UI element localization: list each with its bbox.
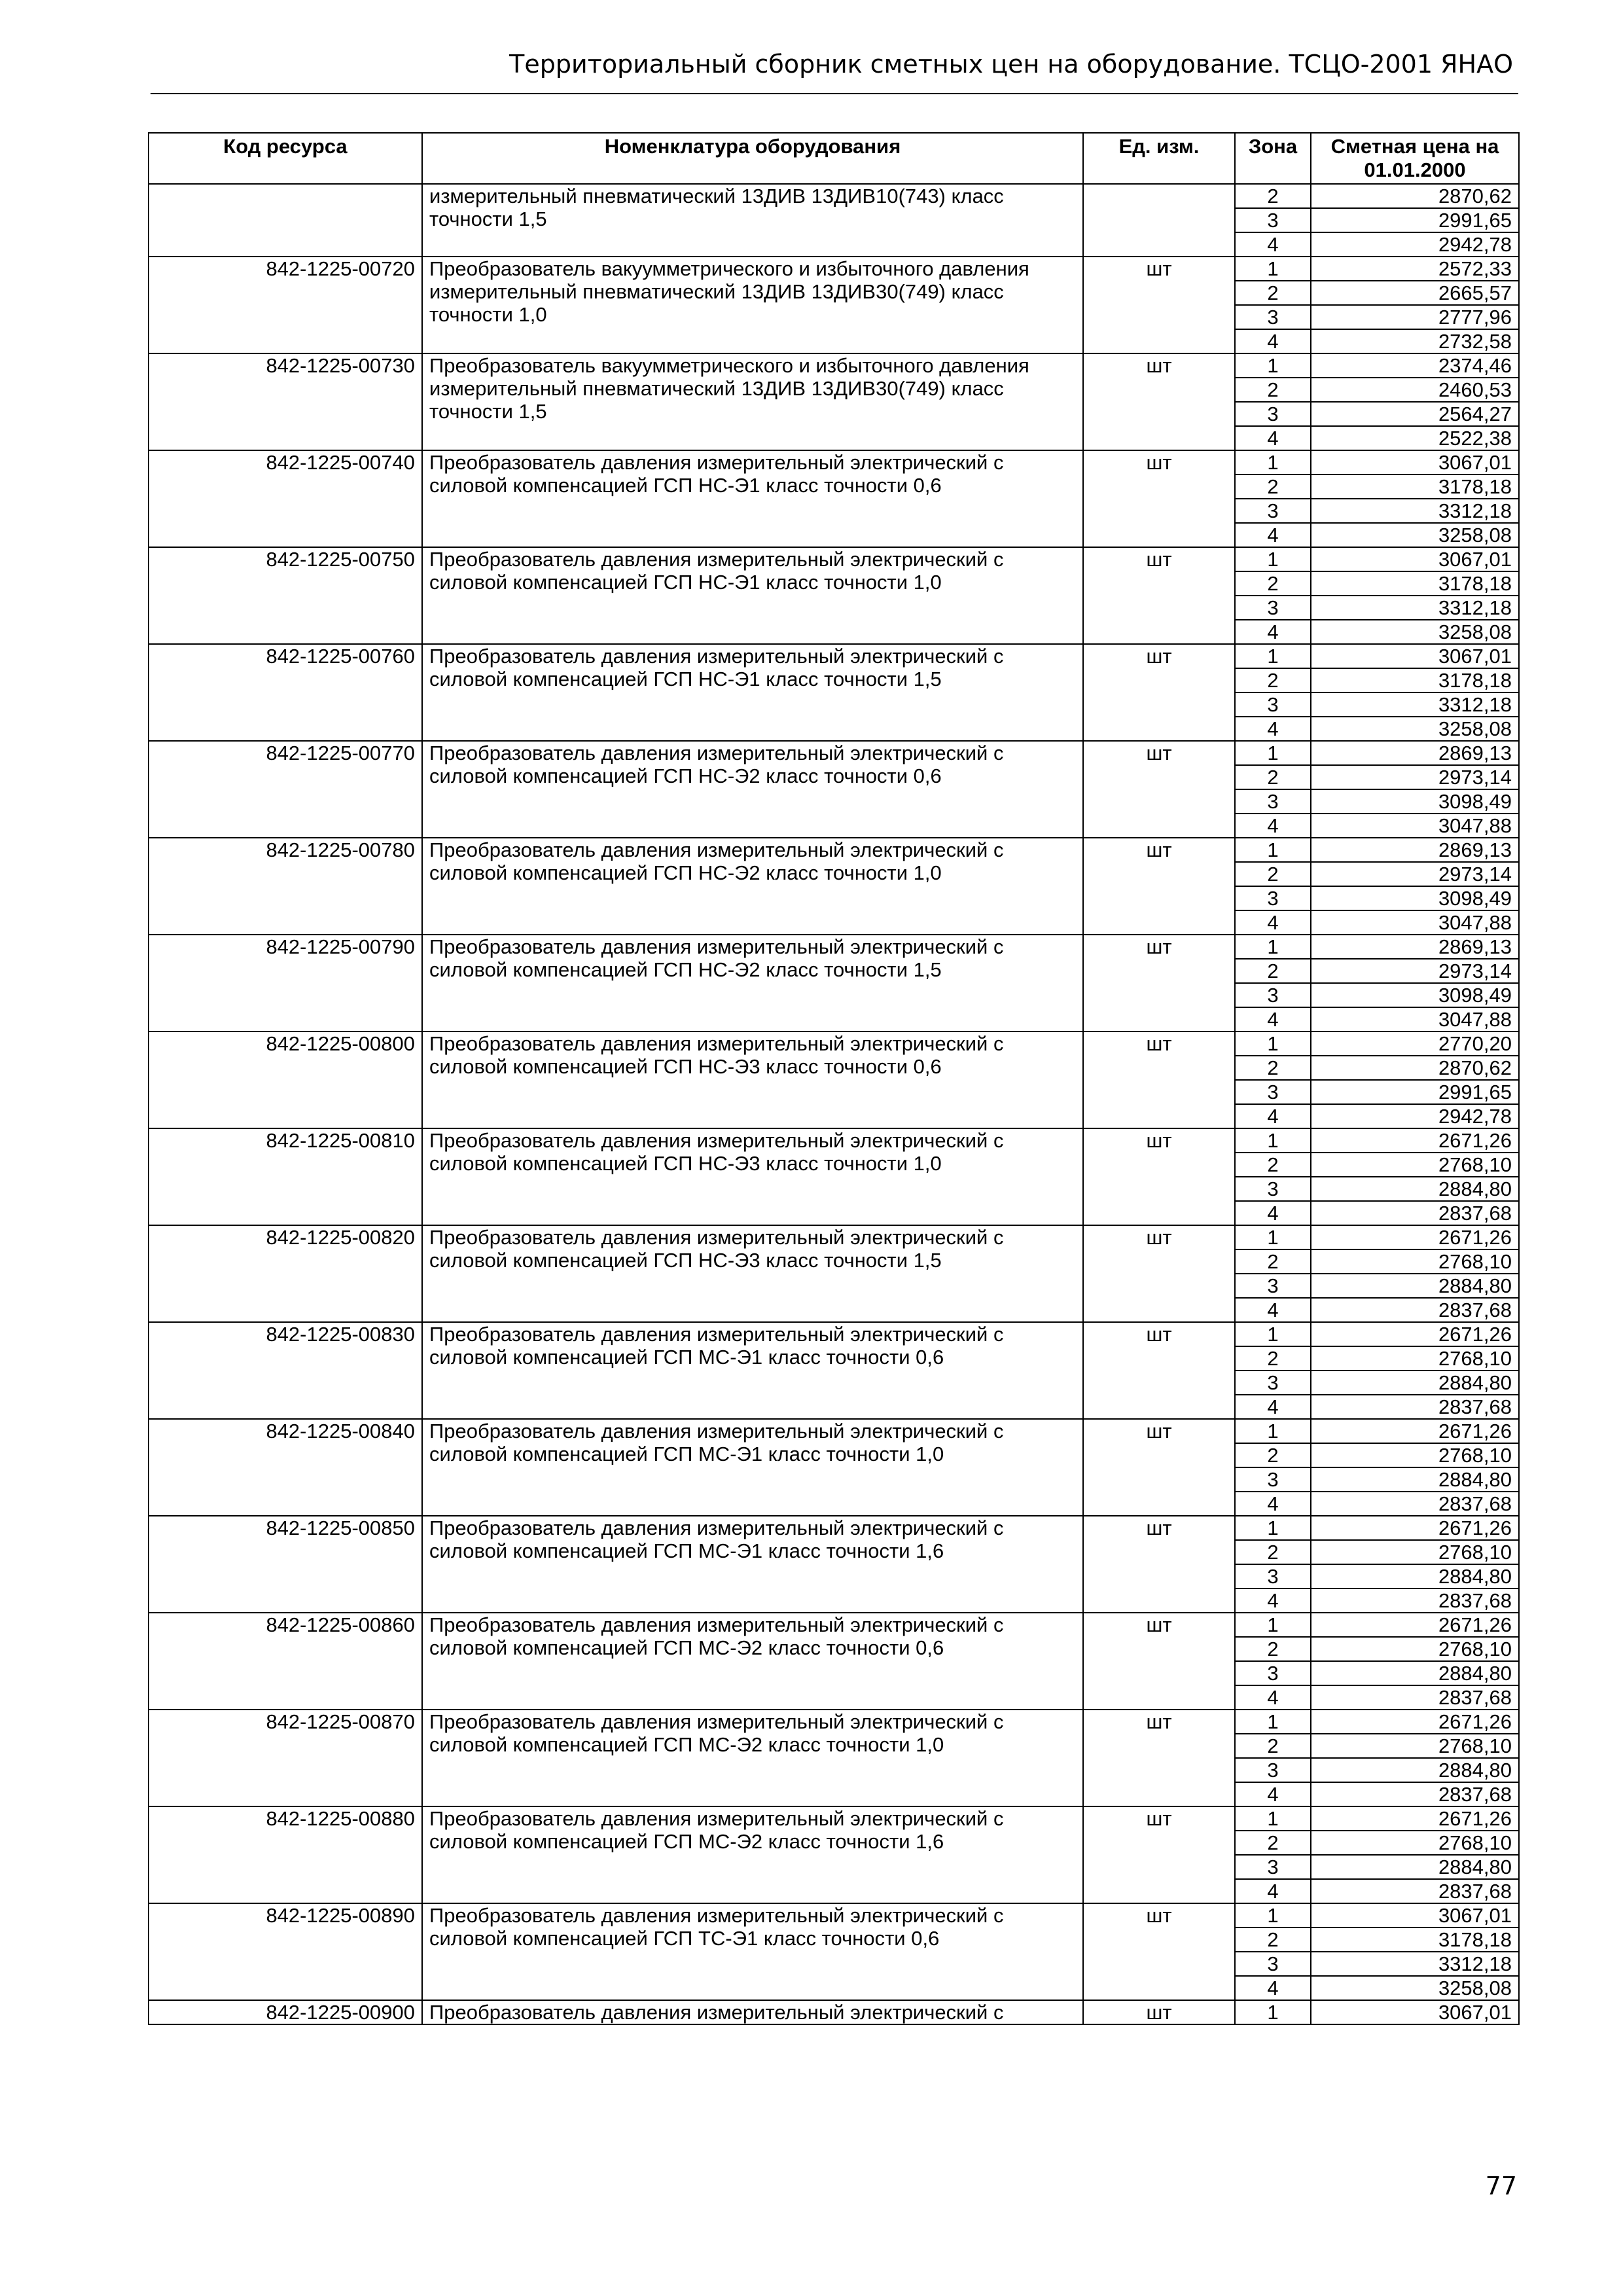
price-cell: 2973,14 [1311,959,1519,983]
zone-cell: 1 [1235,838,1311,862]
price-cell: 2460,53 [1311,378,1519,402]
table-row [149,184,1519,208]
price-cell: 2768,10 [1311,1249,1519,1274]
price-cell: 3312,18 [1311,692,1519,717]
zone-cell: 1 [1235,547,1311,571]
unit-cell [1083,184,1235,257]
unit-cell: шт [1083,1710,1235,1806]
resource-code-cell: 842-1225-00760 [149,644,422,741]
zone-cell: 2 [1235,668,1311,692]
zone-cell: 3 [1235,1371,1311,1395]
price-cell: 3258,08 [1311,1976,1519,2000]
zone-cell: 4 [1235,426,1311,450]
price-cell: 2837,68 [1311,1879,1519,1903]
equipment-name-cell: Преобразователь давления измерительный электрический с силовой компенсацией ГСП НС-Э2 класс точности 1,5 [422,935,1083,1031]
table-row [149,838,1519,862]
resource-code-cell: 842-1225-00810 [149,1128,422,1225]
table-row [149,353,1519,378]
document-title: Территориальный сборник сметных цен на оборудование. ТСЦО-2001 ЯНАО [509,50,1513,79]
table-row [149,1613,1519,1637]
unit-cell: шт [1083,1613,1235,1710]
zone-cell: 1 [1235,935,1311,959]
unit-cell: шт [1083,644,1235,741]
equipment-name-cell: Преобразователь давления измерительный электрический с силовой компенсацией ГСП МС-Э1 класс точности 1,0 [422,1419,1083,1516]
equipment-name-cell: Преобразователь вакуумметрического и избыточного давления измерительный пневматический 13ДИВ 13ДИВ30(749) класс точности 1,5 [422,353,1083,450]
resource-code-cell: 842-1225-00730 [149,353,422,450]
zone-cell: 3 [1235,1758,1311,1782]
zone-cell: 2 [1235,475,1311,499]
price-cell: 2837,68 [1311,1395,1519,1419]
zone-cell: 2 [1235,184,1311,208]
price-cell: 2991,65 [1311,1080,1519,1104]
price-cell: 2991,65 [1311,208,1519,232]
zone-cell: 2 [1235,1346,1311,1371]
price-cell: 3067,01 [1311,2000,1519,2024]
price-cell: 2884,80 [1311,1467,1519,1492]
resource-code-cell: 842-1225-00860 [149,1613,422,1710]
zone-cell: 1 [1235,257,1311,281]
zone-cell: 4 [1235,1492,1311,1516]
resource-code-cell: 842-1225-00830 [149,1322,422,1419]
price-cell: 2671,26 [1311,1322,1519,1346]
zone-cell: 4 [1235,1782,1311,1806]
price-cell: 2973,14 [1311,765,1519,789]
zone-cell: 4 [1235,1395,1311,1419]
price-cell: 2522,38 [1311,426,1519,450]
equipment-name-cell: Преобразователь давления измерительный электрический с силовой компенсацией ГСП МС-Э1 класс точности 0,6 [422,1322,1083,1419]
column-header-price: Сметная цена на 01.01.2000 [1311,133,1519,184]
zone-cell: 3 [1235,305,1311,329]
resource-code-cell: 842-1225-00800 [149,1031,422,1128]
price-cell: 2884,80 [1311,1758,1519,1782]
zone-cell: 1 [1235,353,1311,378]
price-cell: 3098,49 [1311,789,1519,814]
price-cell: 2671,26 [1311,1419,1519,1443]
table-row [149,1710,1519,1734]
unit-cell: шт [1083,1806,1235,1903]
zone-cell: 3 [1235,1080,1311,1104]
price-cell: 2768,10 [1311,1734,1519,1758]
price-cell: 3098,49 [1311,983,1519,1007]
price-cell: 3258,08 [1311,717,1519,741]
price-cell: 3312,18 [1311,1952,1519,1976]
table-row [149,1419,1519,1443]
page-header [151,47,1518,94]
zone-cell: 4 [1235,1879,1311,1903]
zone-cell: 3 [1235,1661,1311,1685]
price-cell: 3178,18 [1311,475,1519,499]
zone-cell: 4 [1235,329,1311,353]
price-cell: 2768,10 [1311,1346,1519,1371]
table-row [149,1322,1519,1346]
price-cell: 3178,18 [1311,1928,1519,1952]
resource-code-cell: 842-1225-00780 [149,838,422,935]
table-row [149,1516,1519,1540]
equipment-name-cell: Преобразователь давления измерительный электрический с силовой компенсацией ГСП МС-Э2 класс точности 1,6 [422,1806,1083,1903]
price-cell: 2768,10 [1311,1540,1519,1564]
equipment-name-cell: Преобразователь давления измерительный электрический с силовой компенсацией ГСП МС-Э1 класс точности 1,6 [422,1516,1083,1613]
zone-cell: 1 [1235,1710,1311,1734]
equipment-name-cell: Преобразователь давления измерительный электрический с [422,2000,1083,2024]
unit-cell: шт [1083,450,1235,547]
price-cell: 2884,80 [1311,1371,1519,1395]
zone-cell: 3 [1235,1855,1311,1879]
price-cell: 2884,80 [1311,1177,1519,1201]
unit-cell: шт [1083,2000,1235,2024]
zone-cell: 4 [1235,232,1311,257]
equipment-name-cell: Преобразователь давления измерительный электрический с силовой компенсацией ГСП НС-Э2 класс точности 0,6 [422,741,1083,838]
resource-code-cell: 842-1225-00840 [149,1419,422,1516]
zone-cell: 3 [1235,596,1311,620]
price-cell: 2671,26 [1311,1128,1519,1153]
zone-cell: 4 [1235,523,1311,547]
table-row [149,2000,1519,2024]
price-cell: 2768,10 [1311,1637,1519,1661]
price-cell: 2770,20 [1311,1031,1519,1056]
equipment-name-cell: Преобразователь вакуумметрического и избыточного давления измерительный пневматический 13ДИВ 13ДИВ30(749) класс точности 1,0 [422,257,1083,353]
price-cell: 2564,27 [1311,402,1519,426]
zone-cell: 4 [1235,1007,1311,1031]
resource-code-cell: 842-1225-00790 [149,935,422,1031]
zone-cell: 4 [1235,1104,1311,1128]
price-cell: 2572,33 [1311,257,1519,281]
price-cell: 2837,68 [1311,1298,1519,1322]
price-cell: 2884,80 [1311,1564,1519,1588]
resource-code-cell: 842-1225-00740 [149,450,422,547]
resource-code-cell: 842-1225-00880 [149,1806,422,1903]
zone-cell: 2 [1235,571,1311,596]
unit-cell: шт [1083,838,1235,935]
price-cell: 3047,88 [1311,814,1519,838]
price-cell: 2671,26 [1311,1613,1519,1637]
zone-cell: 3 [1235,1952,1311,1976]
zone-cell: 3 [1235,1564,1311,1588]
unit-cell: шт [1083,935,1235,1031]
resource-code-cell: 842-1225-00890 [149,1903,422,2000]
equipment-name-cell: Преобразователь давления измерительный электрический с силовой компенсацией ГСП НС-Э2 класс точности 1,0 [422,838,1083,935]
table-row [149,1128,1519,1153]
unit-cell: шт [1083,257,1235,353]
resource-code-cell: 842-1225-00770 [149,741,422,838]
zone-cell: 1 [1235,1128,1311,1153]
price-cell: 3178,18 [1311,571,1519,596]
zone-cell: 3 [1235,789,1311,814]
price-cell: 2768,10 [1311,1443,1519,1467]
price-cell: 3067,01 [1311,450,1519,475]
zone-cell: 3 [1235,886,1311,910]
zone-cell: 4 [1235,717,1311,741]
equipment-name-cell: Преобразователь давления измерительный электрический с силовой компенсацией ГСП НС-Э3 класс точности 1,5 [422,1225,1083,1322]
price-cell: 2869,13 [1311,741,1519,765]
price-cell: 2837,68 [1311,1201,1519,1225]
zone-cell: 2 [1235,1153,1311,1177]
price-cell: 2884,80 [1311,1855,1519,1879]
table-row [149,935,1519,959]
equipment-name-cell: измерительный пневматический 13ДИВ 13ДИВ10(743) класс точности 1,5 [422,184,1083,257]
resource-code-cell [149,184,422,257]
zone-cell: 1 [1235,1903,1311,1928]
equipment-name-cell: Преобразователь давления измерительный электрический с силовой компенсацией ГСП НС-Э1 класс точности 0,6 [422,450,1083,547]
price-cell: 2870,62 [1311,184,1519,208]
zone-cell: 2 [1235,1540,1311,1564]
zone-cell: 2 [1235,1928,1311,1952]
unit-cell: шт [1083,547,1235,644]
price-cell: 3312,18 [1311,499,1519,523]
table-body [149,184,1519,2024]
price-cell: 3047,88 [1311,1007,1519,1031]
price-cell: 2837,68 [1311,1588,1519,1613]
price-cell: 3312,18 [1311,596,1519,620]
zone-cell: 2 [1235,281,1311,305]
zone-cell: 3 [1235,1177,1311,1201]
price-cell: 2837,68 [1311,1685,1519,1710]
zone-cell: 3 [1235,1467,1311,1492]
resource-code-cell: 842-1225-00720 [149,257,422,353]
price-cell: 2837,68 [1311,1782,1519,1806]
zone-cell: 2 [1235,765,1311,789]
equipment-name-cell: Преобразователь давления измерительный электрический с силовой компенсацией ГСП НС-Э1 класс точности 1,5 [422,644,1083,741]
table-row [149,1903,1519,1928]
price-cell: 2374,46 [1311,353,1519,378]
zone-cell: 1 [1235,450,1311,475]
table-header-row [149,133,1519,184]
equipment-name-cell: Преобразователь давления измерительный электрический с силовой компенсацией ГСП НС-Э3 класс точности 1,0 [422,1128,1083,1225]
price-cell: 3258,08 [1311,620,1519,644]
price-table [148,132,1520,2025]
price-cell: 2942,78 [1311,1104,1519,1128]
zone-cell: 4 [1235,1685,1311,1710]
equipment-name-cell: Преобразователь давления измерительный электрический с силовой компенсацией ГСП НС-Э3 класс точности 0,6 [422,1031,1083,1128]
resource-code-cell: 842-1225-00870 [149,1710,422,1806]
zone-cell: 2 [1235,1831,1311,1855]
zone-cell: 2 [1235,1443,1311,1467]
table-row [149,1225,1519,1249]
price-cell: 2768,10 [1311,1831,1519,1855]
price-cell: 2869,13 [1311,838,1519,862]
zone-cell: 2 [1235,1637,1311,1661]
table-row [149,644,1519,668]
zone-cell: 2 [1235,378,1311,402]
resource-code-cell: 842-1225-00900 [149,2000,422,2024]
zone-cell: 1 [1235,741,1311,765]
zone-cell: 1 [1235,1806,1311,1831]
table-row [149,1031,1519,1056]
table-row [149,1806,1519,1831]
unit-cell: шт [1083,1225,1235,1322]
price-cell: 3178,18 [1311,668,1519,692]
zone-cell: 4 [1235,910,1311,935]
price-cell: 3098,49 [1311,886,1519,910]
price-cell: 3258,08 [1311,523,1519,547]
unit-cell: шт [1083,1903,1235,2000]
zone-cell: 1 [1235,1516,1311,1540]
zone-cell: 1 [1235,1031,1311,1056]
equipment-name-cell: Преобразователь давления измерительный электрический с силовой компенсацией ГСП ТС-Э1 класс точности 0,6 [422,1903,1083,2000]
unit-cell: шт [1083,353,1235,450]
equipment-name-cell: Преобразователь давления измерительный электрический с силовой компенсацией ГСП МС-Э2 класс точности 1,0 [422,1710,1083,1806]
price-cell: 2732,58 [1311,329,1519,353]
price-cell: 2671,26 [1311,1516,1519,1540]
table-row [149,450,1519,475]
zone-cell: 1 [1235,1419,1311,1443]
zone-cell: 4 [1235,620,1311,644]
resource-code-cell: 842-1225-00750 [149,547,422,644]
table-row [149,547,1519,571]
zone-cell: 2 [1235,1734,1311,1758]
zone-cell: 2 [1235,959,1311,983]
table-row [149,741,1519,765]
equipment-name-cell: Преобразователь давления измерительный электрический с силовой компенсацией ГСП МС-Э2 класс точности 0,6 [422,1613,1083,1710]
unit-cell: шт [1083,1128,1235,1225]
zone-cell: 4 [1235,1976,1311,2000]
zone-cell: 4 [1235,1298,1311,1322]
price-cell: 2665,57 [1311,281,1519,305]
price-cell: 2870,62 [1311,1056,1519,1080]
zone-cell: 3 [1235,402,1311,426]
price-cell: 2671,26 [1311,1710,1519,1734]
equipment-name-cell: Преобразователь давления измерительный электрический с силовой компенсацией ГСП НС-Э1 класс точности 1,0 [422,547,1083,644]
zone-cell: 1 [1235,1225,1311,1249]
price-cell: 3047,88 [1311,910,1519,935]
unit-cell: шт [1083,1031,1235,1128]
page-number: 77 [1485,2172,1517,2200]
zone-cell: 1 [1235,2000,1311,2024]
price-cell: 2869,13 [1311,935,1519,959]
zone-cell: 2 [1235,1249,1311,1274]
price-cell: 3067,01 [1311,1903,1519,1928]
price-cell: 2837,68 [1311,1492,1519,1516]
table-row [149,257,1519,281]
unit-cell: шт [1083,1419,1235,1516]
zone-cell: 1 [1235,644,1311,668]
zone-cell: 3 [1235,1274,1311,1298]
price-cell: 2777,96 [1311,305,1519,329]
zone-cell: 1 [1235,1322,1311,1346]
price-cell: 2973,14 [1311,862,1519,886]
zone-cell: 3 [1235,983,1311,1007]
zone-cell: 1 [1235,1613,1311,1637]
price-cell: 2671,26 [1311,1225,1519,1249]
price-cell: 2942,78 [1311,232,1519,257]
price-cell: 2884,80 [1311,1274,1519,1298]
zone-cell: 3 [1235,208,1311,232]
zone-cell: 4 [1235,1588,1311,1613]
zone-cell: 4 [1235,814,1311,838]
unit-cell: шт [1083,1322,1235,1419]
price-cell: 2884,80 [1311,1661,1519,1685]
resource-code-cell: 842-1225-00820 [149,1225,422,1322]
unit-cell: шт [1083,741,1235,838]
column-header-zone: Зона [1235,133,1311,184]
column-header-name: Номенклатура оборудования [422,133,1083,184]
zone-cell: 4 [1235,1201,1311,1225]
zone-cell: 3 [1235,692,1311,717]
unit-cell: шт [1083,1516,1235,1613]
zone-cell: 3 [1235,499,1311,523]
price-cell: 3067,01 [1311,547,1519,571]
price-cell: 2768,10 [1311,1153,1519,1177]
column-header-unit: Ед. изм. [1083,133,1235,184]
resource-code-cell: 842-1225-00850 [149,1516,422,1613]
price-cell: 2671,26 [1311,1806,1519,1831]
zone-cell: 2 [1235,1056,1311,1080]
zone-cell: 2 [1235,862,1311,886]
price-cell: 3067,01 [1311,644,1519,668]
column-header-code: Код ресурса [149,133,422,184]
